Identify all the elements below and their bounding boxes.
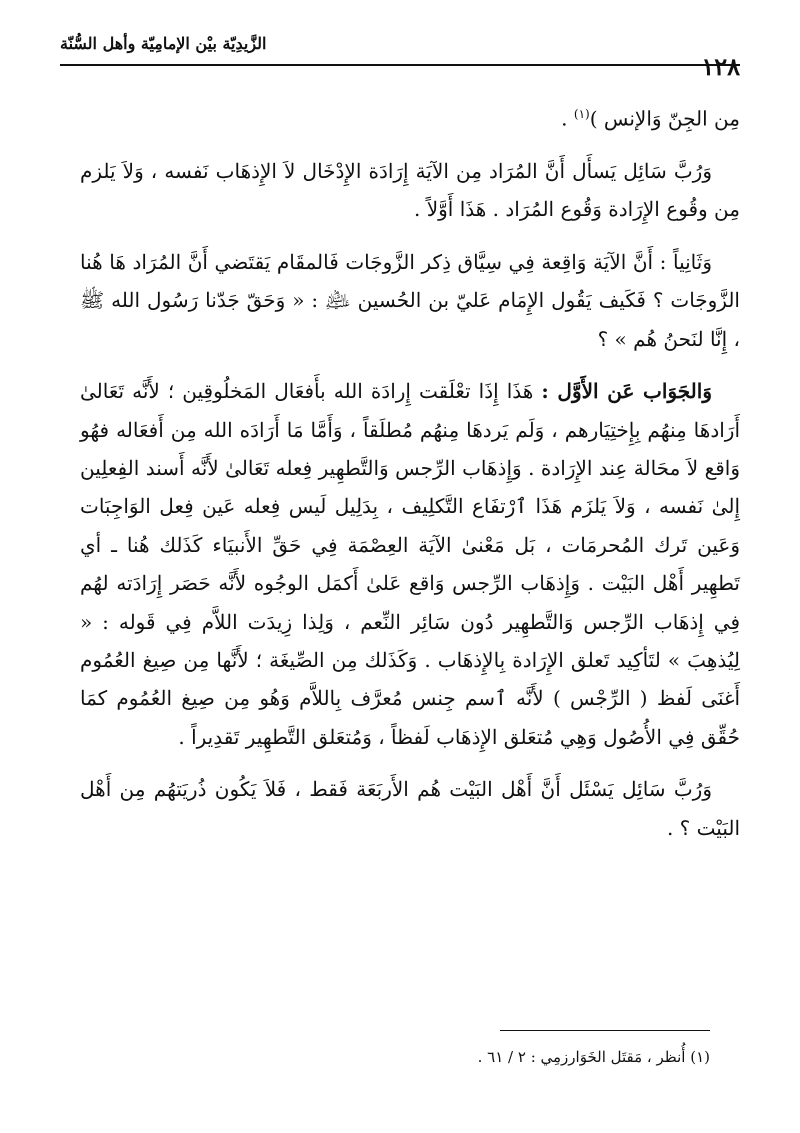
- footnote-reference: (١): [573, 107, 590, 121]
- page-header: [60, 28, 740, 88]
- paragraph-2: وَرُبَّ سَائِل يَسأَل أَنَّ المُرَاد مِن الآيَة إِرَادَة الإِدْخَال لاَ الإِذهَاب نَفسه ، وَلاَ يَلزم مِن وقُوع الإِرَادة وَقُوع المُرَاد . هَذَا أَوَّلاً .: [80, 159, 740, 222]
- paragraph-3: وَثَانِياً : أَنَّ الآيَة وَاقِعة فِي سِيَّاق ذِكر الزَّوجَات فَالمقَام يَقتَضي أَنَّ المُرَاد هَا هُنا الزَّوجَات ؟ فَكَيف يَقُول الإِمَام عَليّ بن الحُسين ﵇ : « وَحَقّ جَدّنا رَسُول الله ﷺ ، إِنَّا لنَحنُ هُم » ؟: [80, 249, 740, 351]
- paragraph-1-end: .: [561, 106, 574, 131]
- header-rule: [60, 64, 740, 66]
- footnote-rule: [500, 1030, 710, 1031]
- footnote: (١) أُنظر ، مَقتَل الخَوَارزمِي : ٢ / ٦١ .: [477, 1048, 710, 1066]
- main-text: [80, 95, 740, 861]
- paragraph-1: [80, 95, 740, 138]
- paragraph-1-text: مِن الجِنّ وَالإنس ): [589, 106, 740, 131]
- answer-heading: وَالجَوَاب عَن الأَوَّل :: [541, 379, 712, 404]
- running-title: الزَّيدِيّة بيْن الإمامِيّة وأهل السُّنّة: [60, 34, 267, 53]
- paragraph-4-text: هَذَا إِذَا تعْلَقت إِرادَة الله بأَفعَال المَخلُوقِين ؛ لأَنَّه تَعَالىٰ أَرَادهَا مِنهُم بِإِختِيَارهم ، وَلَم يَردهَا مِنهُم مُطلَقاً ، وَأَمَّا مَا أَرَادَه الله مِن أَفعَاله فهُو وَاقع لاَ محَالة عِند الإِرَادة . وَإِذهَاب الرِّجس وَالتَّطهِير فِعله تَعَالىٰ لأَنَّه أَسند الفِعلِين إِلىٰ نَفسه ، وَلاَ يَلزَم هَذَا ٱرْتفَاع التَّكلِيف ، بِدَلِيل لَيس فِعله عَين فِعل الوَاجِبَات وَعَين تَرك المُحرمَات ، بَل مَعْنىٰ الآيَة العِصْمَة فِي حَقِّ الأَنبيَاء كَذَلك هُنا ـ أي تَطهِير أَهْل البَيْت . وَإِذهَاب الرِّجس وَاقع عَلىٰ أَكمَل الوجُوه لأَنَّه حَصَر إِرَادَته لهُم فِي إِذهَاب الرِّجس وَالتَّطهِير دُون سَائِر النِّعم ، وَلِذا زِيدَت اللاَّم فِي قَوله : « لِيُذهِبَ » لتَأكِيد تَعلق الإِرَادة بِالإِذهَاب . وَكَذَلك مِن الصِّيغَة ؛ لأَنَّها مِن صِيغ العُمُوم أَغنَى لَفظ ( الرِّجْس ) لأَنَّه ٱسم جِنس مُعرَّف بِاللاَّم وَهُو مِن صِيغ العُمُوم كمَا حُقِّق فِي الأُصُول وَهِي مُتعَلق الإِذهَاب لَفظاً ، وَمُتعَلق التَّطهِير تَقدِيراً .: [80, 379, 741, 749]
- paragraph-5: وَرُبَّ سَائِل يَسْئَل أَنَّ أَهْل البَيْت هُم الأَربَعَة فَقط ، فَلاَ يَكُون ذُريَتهُم مِن أَهْل البَيْت ؟ .: [80, 777, 740, 840]
- page-number: ١٢٨: [701, 52, 740, 81]
- paragraph-4: [80, 372, 740, 756]
